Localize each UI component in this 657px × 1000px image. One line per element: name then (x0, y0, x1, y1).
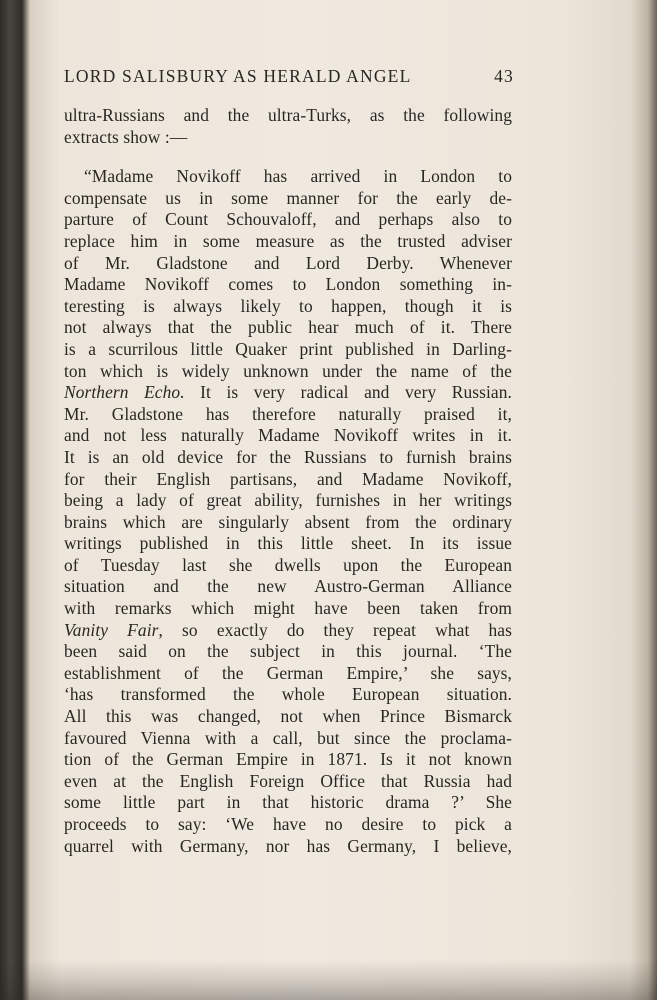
text-line: brains which are singularly absent from the ordinary (64, 511, 512, 532)
text-line: situation and the new Austro-German Alliance (64, 576, 512, 597)
text-line: for their English partisans, and Madame Novikoff, (64, 468, 512, 489)
text-line: ultra-Russians and the ultra-Turks, as the following (64, 105, 512, 125)
body-text (64, 105, 512, 857)
text-line: replace him in some measure as the trusted adviser (64, 230, 512, 251)
text-line: It is an old device for the Russians to furnish brains (64, 446, 512, 467)
text-line: Madame Novikoff comes to London something in- (64, 274, 512, 295)
text-line: being a lady of great ability, furnishes in her writings (64, 490, 512, 511)
text-line: ‘has transformed the whole European situation. (64, 684, 512, 705)
text-line-italic-start: Northern Echo. It is very radical and very Russian. (64, 382, 512, 403)
running-head (64, 66, 514, 87)
text-line: compensate us in some manner for the early de- (64, 187, 512, 208)
text-line: Mr. Gladstone has therefore naturally praised it, (64, 403, 512, 424)
text-line: extracts show :— (64, 126, 188, 147)
text-line: of Mr. Gladstone and Lord Derby. Whenever (64, 252, 512, 273)
paragraph-gap (64, 148, 512, 166)
text-line: even at the English Foreign Office that Russia had (64, 770, 512, 791)
text-line: parture of Count Schouvaloff, and perhaps also to (64, 209, 512, 230)
text-line: favoured Vienna with a call, but since the proclama- (64, 727, 512, 748)
text-line: not always that the public hear much of it. There (64, 317, 512, 338)
running-title: LORD SALISBURY AS HERALD ANGEL (64, 66, 412, 86)
text-line: establishment of the German Empire,’ she says, (64, 662, 512, 683)
text-line: of Tuesday last she dwells upon the European (64, 554, 512, 575)
text-line: “Madame Novikoff has arrived in London to (84, 166, 512, 187)
text-line: and not less naturally Madame Novikoff writes in it. (64, 425, 512, 446)
text-line: proceeds to say: ‘We have no desire to pick a (64, 814, 512, 834)
text-line: tion of the German Empire in 1871. Is it not known (64, 749, 512, 770)
text-line: been said on the subject in this journal. ‘The (64, 641, 512, 662)
paragraph-quote (64, 166, 512, 857)
paragraph-intro (64, 105, 512, 148)
text-line: teresting is always likely to happen, though it is (64, 295, 512, 316)
text-line: some little part in that historic drama ?’ She (64, 792, 512, 813)
book-page (64, 66, 512, 857)
text-line: is a scurrilous little Quaker print published in Darling- (64, 338, 512, 359)
text-line: All this was changed, not when Prince Bismarck (64, 706, 512, 727)
text-line-italic-start: Vanity Fair, so exactly do they repeat what has (64, 619, 512, 640)
page-number: 43 (494, 66, 514, 86)
text-line: quarrel with Germany, nor has Germany, I believe, (64, 835, 512, 856)
italic-title: Vanity Fair (64, 619, 159, 640)
text-line: writings published in this little sheet. In its issue (64, 533, 512, 554)
text-line: with remarks which might have been taken from (64, 598, 512, 619)
italic-title: Northern Echo. (64, 382, 185, 403)
page-bottom-shadow (0, 960, 657, 1000)
text-line: ton which is widely unknown under the name of the (64, 360, 512, 381)
